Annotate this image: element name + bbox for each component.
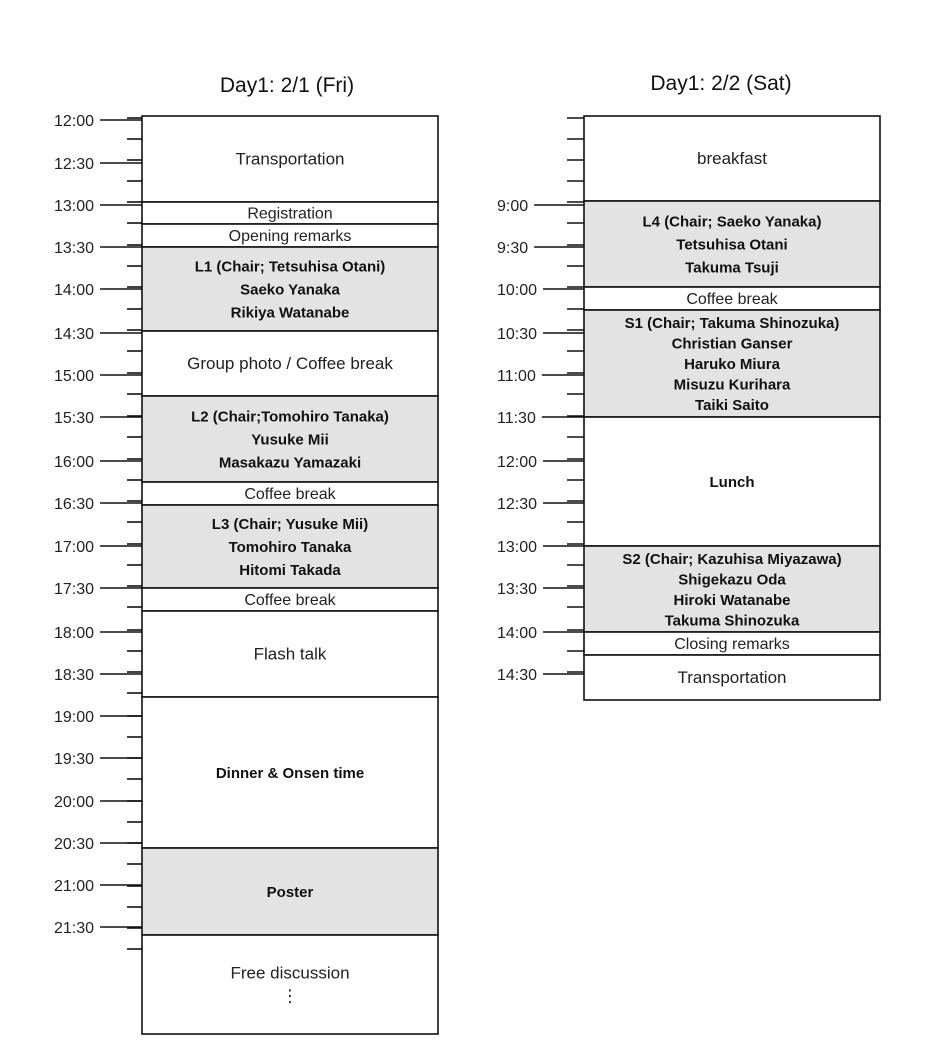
time-label: 9:00 <box>497 198 529 215</box>
block-session-l1 <box>142 247 438 331</box>
block-text: L2 (Chair;Tomohiro Tanaka) <box>191 408 389 426</box>
time-label: 12:00 <box>54 113 95 130</box>
block-text: Yusuke Mii <box>251 431 329 449</box>
time-label: 15:00 <box>54 368 95 385</box>
time-label: 18:30 <box>54 667 95 684</box>
time-label: 13:00 <box>497 539 538 556</box>
block-text: S2 (Chair; Kazuhisa Miyazawa) <box>622 550 842 568</box>
time-label: 14:30 <box>54 326 95 343</box>
block-text: Dinner & Onsen time <box>215 765 365 782</box>
time-label: 15:30 <box>54 410 95 427</box>
block-text: Transportation <box>677 668 787 687</box>
block-session-l2 <box>142 396 438 482</box>
block-text: Closing remarks <box>674 636 790 653</box>
time-label: 14:00 <box>497 625 538 642</box>
block-flash-talk <box>142 611 438 697</box>
block-text: L1 (Chair; Tetsuhisa Otani) <box>194 258 386 276</box>
block-text: Coffee break <box>244 486 336 503</box>
time-label: 20:30 <box>54 836 95 853</box>
block-session-l3 <box>142 505 438 588</box>
time-label: 20:00 <box>54 794 95 811</box>
block-text: Hiroki Watanabe <box>673 591 791 609</box>
time-label: 16:30 <box>54 496 95 513</box>
time-label: 21:30 <box>54 920 95 937</box>
block-text: Tomohiro Tanaka <box>228 539 352 556</box>
time-label: 10:30 <box>497 326 538 343</box>
block-text: Opening remarks <box>228 228 352 245</box>
block-free-discussion <box>142 935 438 1034</box>
block-text: Poster <box>266 884 314 901</box>
block-text: Saeko Yanaka <box>240 281 340 299</box>
time-label: 12:30 <box>54 156 95 173</box>
time-label: 11:30 <box>497 410 536 427</box>
block-text: Free discussion <box>230 963 350 983</box>
block-text: Hitomi Takada <box>239 562 341 579</box>
block-text: Lunch <box>709 474 755 491</box>
time-label: 12:30 <box>497 496 538 513</box>
block-text: breakfast <box>697 149 767 168</box>
time-label: 21:00 <box>54 878 95 895</box>
block-text: Shigekazu Oda <box>678 571 786 589</box>
block-registration <box>142 202 438 224</box>
time-label: 16:00 <box>54 454 95 471</box>
block-opening-remarks <box>142 224 438 247</box>
block-dinner-onsen <box>142 697 438 848</box>
block-text: L3 (Chair; Yusuke Mii) <box>211 516 369 533</box>
time-label: 18:00 <box>54 625 95 642</box>
time-label: 14:00 <box>54 282 95 299</box>
block-text: S1 (Chair; Takuma Shinozuka) <box>624 314 840 332</box>
block-text: Transportation <box>235 149 345 169</box>
block-text: Registration <box>247 205 333 223</box>
block-transportation-sat <box>584 655 880 700</box>
block-text: Group photo / Coffee break <box>187 354 393 373</box>
time-label: 13:00 <box>54 198 95 215</box>
block-breakfast <box>584 116 880 201</box>
block-box <box>142 935 438 1034</box>
block-text: Taiki Saito <box>695 397 769 415</box>
block-text: Takuma Tsuji <box>685 259 779 277</box>
block-session-l4 <box>584 201 880 287</box>
time-label: 9:30 <box>497 240 529 257</box>
day-title-fri: Day1: 2/1 (Fri) <box>219 74 355 97</box>
block-text: ⋮ <box>281 986 299 1006</box>
time-label: 19:30 <box>54 751 95 768</box>
block-session-s1 <box>584 310 880 417</box>
block-text: Haruko Miura <box>684 356 780 373</box>
day-title-sat: Day1: 2/2 (Sat) <box>650 72 792 95</box>
block-lunch <box>584 417 880 546</box>
block-coffee-break-sat <box>584 287 880 310</box>
block-session-s2 <box>584 546 880 632</box>
block-text: Coffee break <box>244 592 336 609</box>
block-text: Takuma Shinozuka <box>664 612 800 630</box>
time-label: 17:00 <box>54 539 95 556</box>
block-text: L4 (Chair; Saeko Yanaka) <box>642 213 822 231</box>
block-text: Misuzu Kurihara <box>673 376 791 394</box>
block-text: Coffee break <box>686 291 778 308</box>
day-column-fri <box>54 113 438 1034</box>
time-label: 11:00 <box>497 368 536 385</box>
time-label: 17:30 <box>54 581 95 598</box>
block-group-photo-coffee-break <box>142 331 438 396</box>
time-label: 12:00 <box>497 454 538 471</box>
time-label: 13:30 <box>54 240 95 257</box>
block-poster <box>142 848 438 935</box>
block-text: Christian Ganser <box>671 335 793 353</box>
block-coffee-break-2 <box>142 588 438 611</box>
block-text: Flash talk <box>253 644 327 664</box>
time-label: 13:30 <box>497 581 538 598</box>
time-label: 14:30 <box>497 667 538 684</box>
time-label: 10:00 <box>497 282 538 299</box>
day-column-sat <box>497 116 880 700</box>
time-label: 19:00 <box>54 709 95 726</box>
block-text: Masakazu Yamazaki <box>218 454 362 472</box>
block-coffee-break-1 <box>142 482 438 505</box>
block-closing-remarks <box>584 632 880 655</box>
block-text: Rikiya Watanabe <box>230 304 350 322</box>
block-transportation <box>142 116 438 202</box>
block-text: Tetsuhisa Otani <box>676 236 788 254</box>
